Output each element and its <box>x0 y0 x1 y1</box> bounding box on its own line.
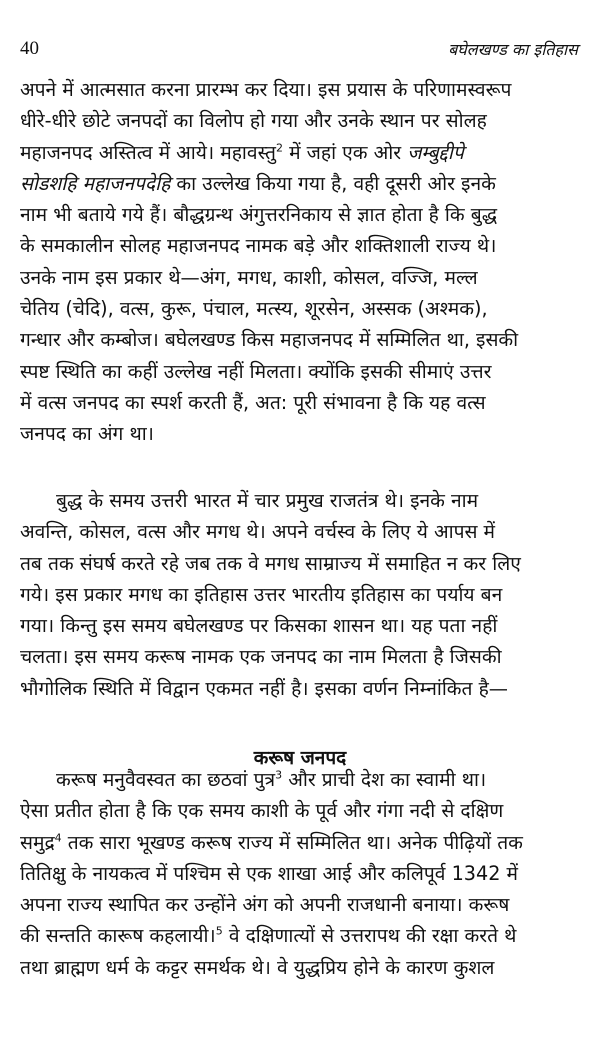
text-line: अपने में आत्मसात करना प्रारम्भ कर दिया। इस प्रयास के परिणामस्वरूप <box>20 78 512 101</box>
text-line: के समकालीन सोलह महाजनपद नामक बड़े और शक्तिशाली राज्य थे। <box>20 234 497 258</box>
text-line: अवन्ति, कोसल, वत्स और मगध थे। अपने वर्चस्व के लिए ये आपस में <box>20 520 496 544</box>
paragraph-karusha <box>20 764 578 983</box>
text-span: समुद्र <box>20 830 55 854</box>
text-line: तब तक संघर्ष करते रहे जब तक वे मगध साम्राज्य में समाहित न कर लिए <box>20 551 521 575</box>
text-line: गया। किन्तु इस समय बघेलखण्ड पर किसका शासन था। यह पता नहीं <box>20 614 498 638</box>
footnote-ref[interactable]: 4 <box>54 831 62 845</box>
text-span: का उल्लेख किया गया है, वही दूसरी ओर इनके <box>170 171 496 195</box>
footnote-ref[interactable]: 5 <box>215 925 223 939</box>
text-line: अपना राज्य स्थापित कर उन्होंने अंग को अपनी राजधानी बनाया। करूष <box>20 893 510 917</box>
footnote-ref[interactable]: 3 <box>275 768 283 782</box>
text-line <box>20 920 578 951</box>
page-header <box>20 38 578 64</box>
text-span: वे दक्षिणात्यों से उत्तरापथ की रक्षा करते थे <box>222 924 517 948</box>
text-line: बुद्ध के समय उत्तरी भारत में चार प्रमुख राजतंत्र थे। इनके नाम <box>56 489 479 512</box>
text-span: महाजनपद अस्तित्व में आये। महावस्तु <box>20 140 276 164</box>
text-span: तक सारा भूखण्ड करूष राज्य में सम्मिलित था। अनेक पीढ़ियों तक <box>61 830 523 854</box>
text-span: में जहां एक ओर <box>282 140 408 164</box>
text-line: में वत्स जनपद का स्पर्श करती हैं, अत: पूरी संभावना है कि यह वत्स <box>20 390 486 414</box>
footnote-ref[interactable]: 2 <box>275 141 283 155</box>
text-span: की सन्तति कारूष कहलायी। <box>20 924 216 948</box>
text-line: उनके नाम इस प्रकार थे—अंग, मगध, काशी, कोसल, वज्जि, मल्ल <box>20 265 478 289</box>
text-span: और प्राची देश का स्वामी था। <box>282 768 487 791</box>
page-number: 40 <box>20 38 39 59</box>
text-line: गये। इस प्रकार मगध का इतिहास उत्तर भारतीय इतिहास का पर्याय बन <box>20 582 503 606</box>
text-line <box>20 168 578 199</box>
running-title: बघेलखण्ड का इतिहास <box>448 40 578 59</box>
text-line: स्पष्ट स्थिति का कहीं उल्लेख नहीं मिलता। क्योंकि इसकी सीमाएं उत्तर <box>20 359 492 383</box>
text-line: ऐसा प्रतीत होता है कि एक समय काशी के पूर्व और गंगा नदी से दक्षिण <box>20 799 504 823</box>
text-line: तथा ब्राह्मण धर्म के कट्टर समर्थक थे। वे युद्धप्रिय होने के कारण कुशल <box>20 955 495 979</box>
text-line: गन्धार और कम्बोज। बघेलखण्ड किस महाजनपद में सम्मिलित था, इसकी <box>20 328 519 352</box>
text-line <box>20 137 578 168</box>
text-line: भौगोलिक स्थिति में विद्वान एकमत नहीं है। इसका वर्णन निम्नांकित है— <box>20 676 508 700</box>
paragraph-four-kingdoms <box>20 485 578 704</box>
text-line: नाम भी बताये गये हैं। बौद्धग्रन्थ अंगुत्तरनिकाय से ज्ञात होता है कि बुद्ध <box>20 203 498 227</box>
text-line <box>20 827 578 858</box>
text-line <box>20 764 578 795</box>
paragraph-mahajanapadas <box>20 74 578 450</box>
italic-term: जम्बुद्दीपे <box>407 140 464 164</box>
text-line: जनपद का अंग था। <box>20 422 154 446</box>
italic-term: सोडशहि महाजनपदेहि <box>20 171 171 195</box>
text-line: चलता। इस समय करूष नामक एक जनपद का नाम मिलता है जिसकी <box>20 645 502 669</box>
text-line: धीरे-धीरे छोटे जनपदों का विलोप हो गया और उनके स्थान पर सोलह <box>20 109 487 133</box>
text-line: तितिक्षु के नायकत्व में पश्चिम से एक शाखा आई और कलिपूर्व 1342 में <box>20 861 518 885</box>
text-span: करूष मनुवैवस्वत का छठवां पुत्र <box>56 768 276 791</box>
text-line: चेतिय (चेदि), वत्स, कुरू, पंचाल, मत्स्य, शूरसेन, अस्सक (अश्मक), <box>20 297 488 321</box>
section-heading: करूष जनपद <box>253 747 347 769</box>
